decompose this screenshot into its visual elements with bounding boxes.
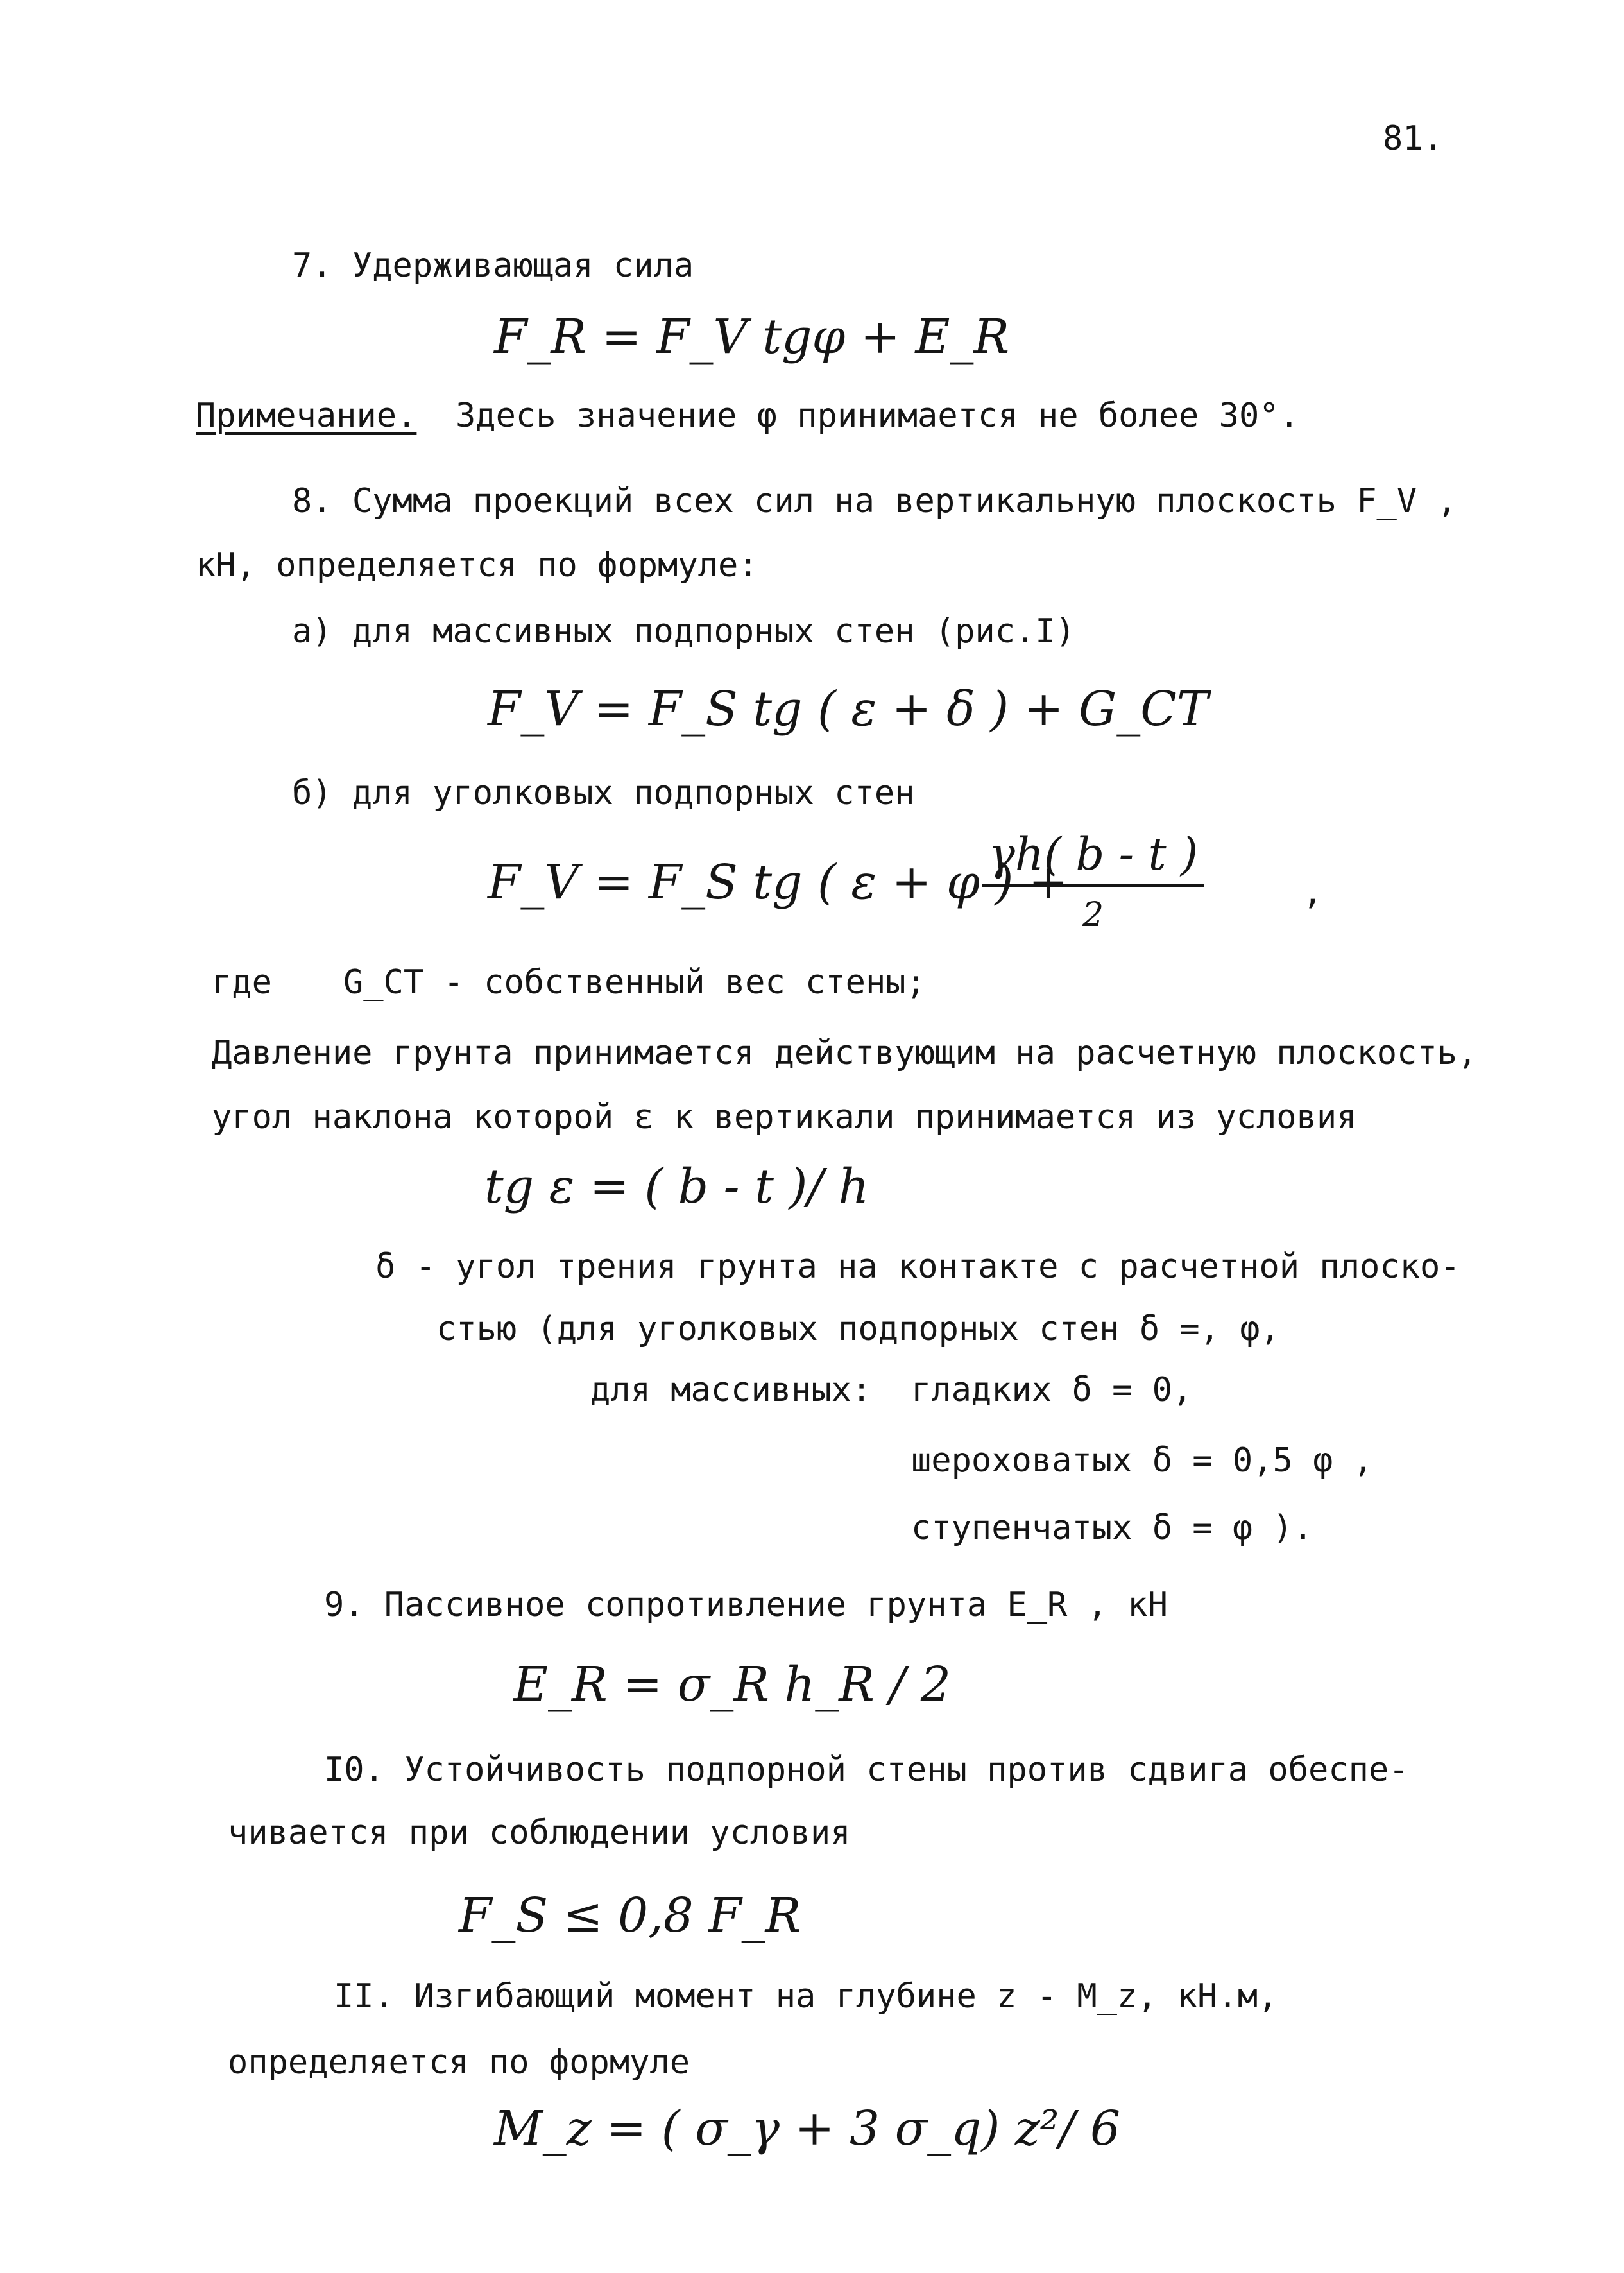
formula-b-fraction: [982, 828, 1204, 934]
item-11-line-2: определяется по формуле: [228, 2043, 690, 2082]
formula-b-comma: ,: [1303, 873, 1323, 912]
formula-b-numerator: γh( b - t ): [982, 828, 1204, 887]
formula-b-denominator: 2: [1082, 896, 1104, 934]
formula-passive-resistance: E_R = σ_R h_R / 2: [513, 1657, 951, 1712]
item-7-heading: 7. Удерживающая сила: [292, 246, 694, 285]
formula-retaining-force: F_R = F_V tgφ + E_R: [494, 309, 1010, 365]
formula-sliding-condition: F_S ≤ 0,8 F_R: [459, 1888, 801, 1943]
formula-bending-moment: M_z = ( σ_γ + 3 σ_q) z²/ 6: [494, 2101, 1121, 2156]
massive-label: для массивных:: [590, 1371, 872, 1409]
case-a-label: а) для массивных подпорных стен (рис.I): [292, 612, 1075, 651]
where-text: G_CT - собственный вес стены;: [343, 963, 926, 1002]
pressure-line-2: угол наклона которой ε к вертикали принимается из условия: [212, 1098, 1357, 1136]
formula-epsilon: tg ε = ( b - t )/ h: [484, 1159, 869, 1214]
item-8-line-2: кН, определяется по формуле:: [196, 546, 758, 585]
note-label: Примечание.: [196, 397, 417, 435]
note-text: Здесь значение φ принимается не более 30°.: [456, 397, 1299, 435]
item-8-line-1: 8. Сумма проекций всех сил на вертикальную плоскость F_V ,: [292, 482, 1457, 520]
delta-rough: шероховатых δ = 0,5 φ ,: [911, 1441, 1374, 1480]
delta-line-2: стью (для уголковых подпорных стен δ =, φ,: [436, 1310, 1280, 1348]
where-label: где: [212, 963, 272, 1002]
item-10-line-2: чивается при соблюдении условия: [228, 1814, 851, 1852]
item-9-heading: 9. Пассивное сопротивление грунта E_R , кН: [324, 1586, 1168, 1624]
case-b-label: б) для уголковых подпорных стен: [292, 774, 915, 812]
delta-line-1: δ - угол трения грунта на контакте с расчетной плоско-: [375, 1248, 1460, 1286]
formula-a: F_V = F_S tg ( ε + δ ) + G_CT: [488, 682, 1209, 737]
item-10-line-1: I0. Устойчивость подпорной стены против сдвига обеспе-: [324, 1751, 1409, 1789]
item-11-line-1: II. Изгибающий момент на глубине z - M_z, кН.м,: [334, 1977, 1278, 2016]
delta-smooth: гладких δ = 0,: [911, 1371, 1193, 1409]
delta-stepped: ступенчатых δ = φ ).: [911, 1509, 1313, 1547]
page-number: 81.: [1383, 119, 1443, 158]
pressure-line-1: Давление грунта принимается действующим на расчетную плоскость,: [212, 1034, 1478, 1072]
formula-b-left: F_V = F_S tg ( ε + φ ) +: [488, 855, 1068, 910]
